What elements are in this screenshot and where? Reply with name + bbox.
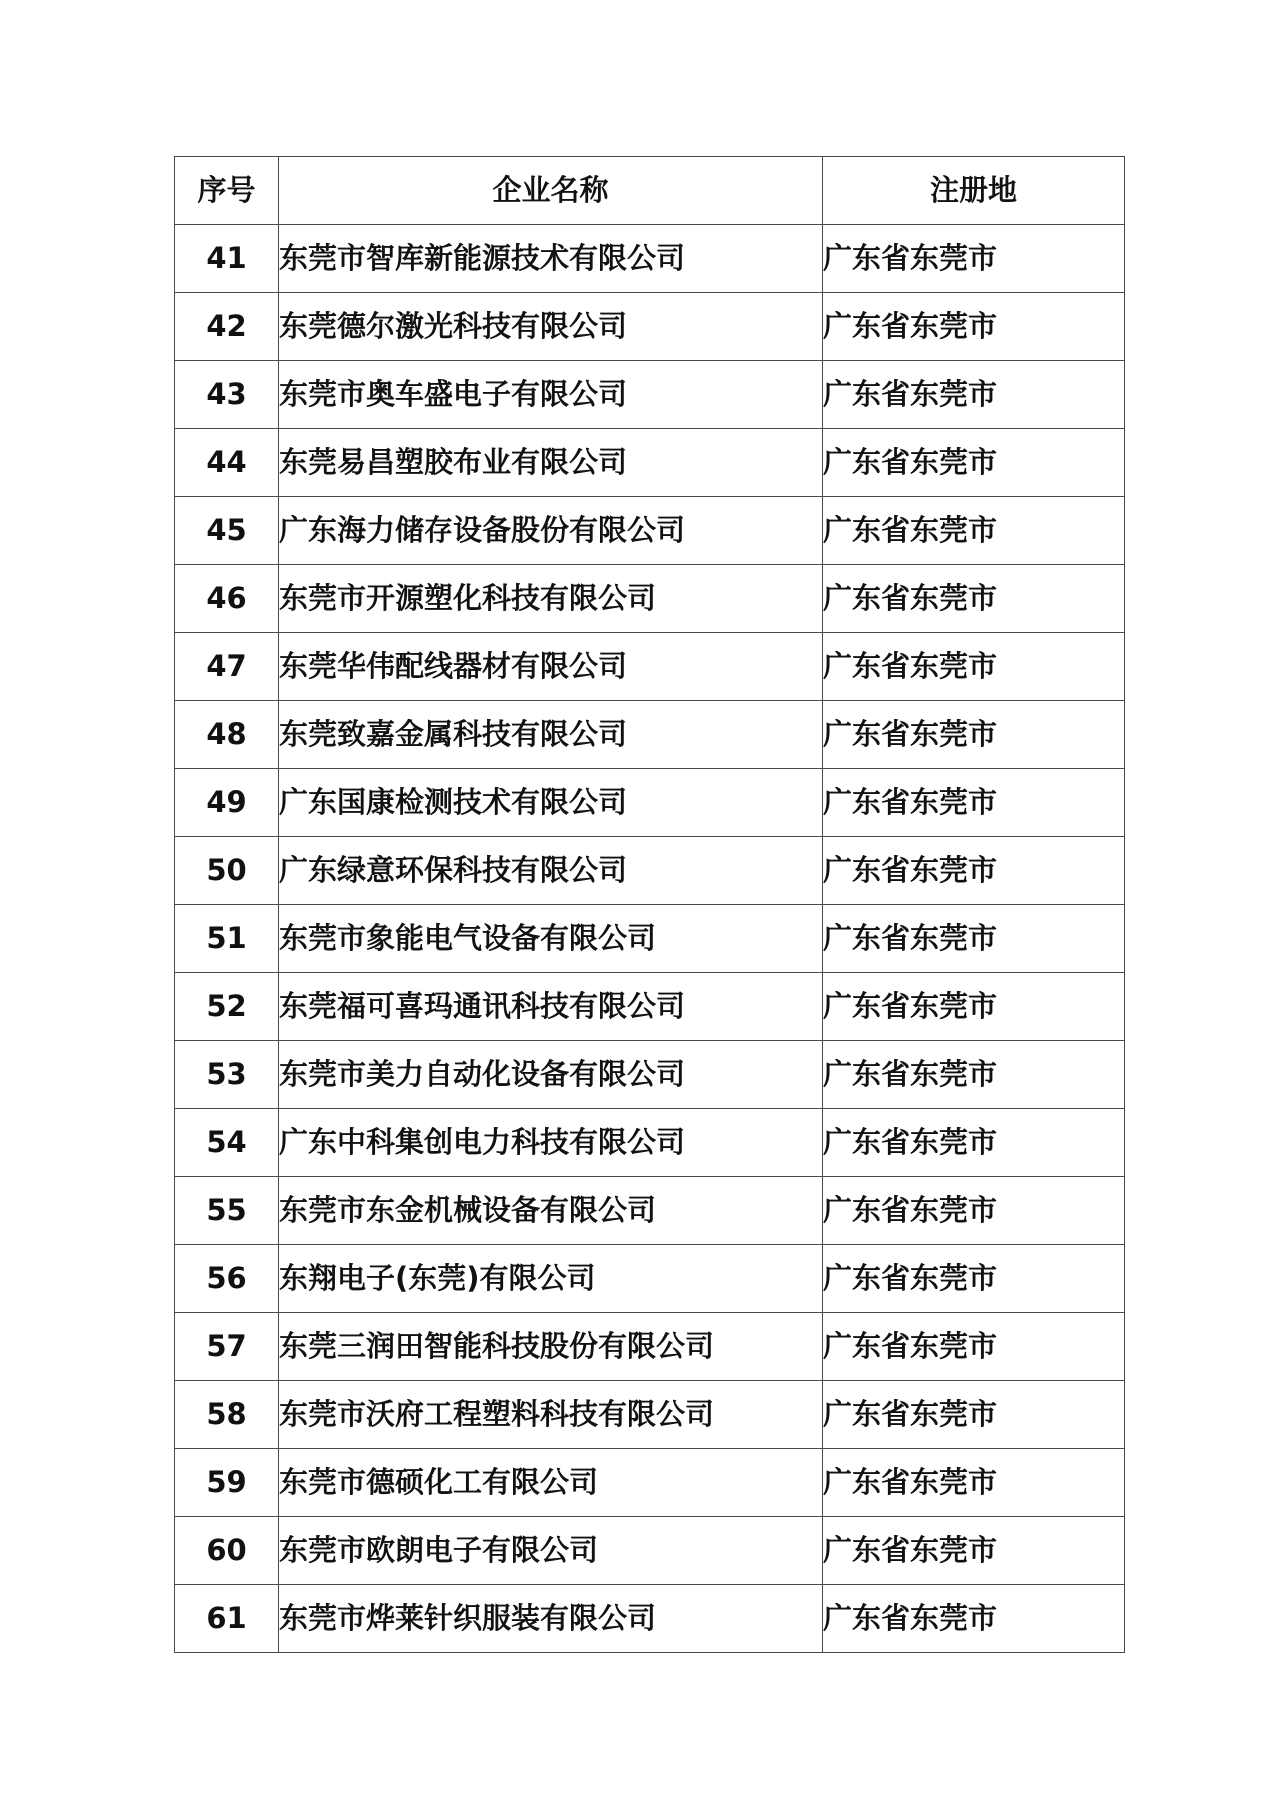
cell-registration-place: 广东省东莞市 <box>823 429 1125 497</box>
cell-registration-place: 广东省东莞市 <box>823 1517 1125 1585</box>
table-row <box>175 1381 1125 1449</box>
table-row <box>175 565 1125 633</box>
cell-enterprise-name: 东莞华伟配线器材有限公司 <box>279 633 823 701</box>
enterprise-table <box>174 156 1125 1653</box>
cell-enterprise-name: 东莞市东金机械设备有限公司 <box>279 1177 823 1245</box>
cell-enterprise-name: 广东国康检测技术有限公司 <box>279 769 823 837</box>
table-header <box>175 157 1125 225</box>
cell-serial-number: 43 <box>175 361 279 429</box>
cell-enterprise-name: 东莞市美力自动化设备有限公司 <box>279 1041 823 1109</box>
table-row <box>175 1517 1125 1585</box>
cell-serial-number: 59 <box>175 1449 279 1517</box>
table-row <box>175 701 1125 769</box>
table-row <box>175 837 1125 905</box>
cell-registration-place: 广东省东莞市 <box>823 1245 1125 1313</box>
table-row <box>175 1313 1125 1381</box>
cell-registration-place: 广东省东莞市 <box>823 769 1125 837</box>
table-row <box>175 769 1125 837</box>
cell-registration-place: 广东省东莞市 <box>823 1109 1125 1177</box>
cell-registration-place: 广东省东莞市 <box>823 633 1125 701</box>
cell-serial-number: 60 <box>175 1517 279 1585</box>
cell-serial-number: 45 <box>175 497 279 565</box>
cell-enterprise-name: 东莞福可喜玛通讯科技有限公司 <box>279 973 823 1041</box>
cell-registration-place: 广东省东莞市 <box>823 1585 1125 1653</box>
cell-registration-place: 广东省东莞市 <box>823 1041 1125 1109</box>
cell-registration-place: 广东省东莞市 <box>823 361 1125 429</box>
table-row <box>175 1041 1125 1109</box>
cell-registration-place: 广东省东莞市 <box>823 1177 1125 1245</box>
cell-enterprise-name: 东莞市烨莱针织服装有限公司 <box>279 1585 823 1653</box>
cell-registration-place: 广东省东莞市 <box>823 1313 1125 1381</box>
header-enterprise-name: 企业名称 <box>279 157 823 225</box>
table-row <box>175 905 1125 973</box>
cell-serial-number: 48 <box>175 701 279 769</box>
cell-enterprise-name: 东莞市象能电气设备有限公司 <box>279 905 823 973</box>
cell-serial-number: 46 <box>175 565 279 633</box>
cell-enterprise-name: 广东绿意环保科技有限公司 <box>279 837 823 905</box>
cell-serial-number: 42 <box>175 293 279 361</box>
cell-registration-place: 广东省东莞市 <box>823 837 1125 905</box>
header-registration-place: 注册地 <box>823 157 1125 225</box>
table-row <box>175 429 1125 497</box>
cell-registration-place: 广东省东莞市 <box>823 1449 1125 1517</box>
cell-serial-number: 52 <box>175 973 279 1041</box>
cell-serial-number: 56 <box>175 1245 279 1313</box>
cell-enterprise-name: 东莞三润田智能科技股份有限公司 <box>279 1313 823 1381</box>
table-row <box>175 633 1125 701</box>
cell-enterprise-name: 东莞易昌塑胶布业有限公司 <box>279 429 823 497</box>
cell-registration-place: 广东省东莞市 <box>823 701 1125 769</box>
cell-enterprise-name: 东翔电子(东莞)有限公司 <box>279 1245 823 1313</box>
cell-registration-place: 广东省东莞市 <box>823 905 1125 973</box>
cell-enterprise-name: 东莞德尔激光科技有限公司 <box>279 293 823 361</box>
cell-enterprise-name: 东莞市欧朗电子有限公司 <box>279 1517 823 1585</box>
cell-registration-place: 广东省东莞市 <box>823 565 1125 633</box>
cell-registration-place: 广东省东莞市 <box>823 497 1125 565</box>
table-body <box>175 225 1125 1653</box>
cell-serial-number: 47 <box>175 633 279 701</box>
table-row <box>175 1585 1125 1653</box>
cell-serial-number: 49 <box>175 769 279 837</box>
cell-enterprise-name: 广东中科集创电力科技有限公司 <box>279 1109 823 1177</box>
table-row <box>175 293 1125 361</box>
header-row <box>175 157 1125 225</box>
cell-enterprise-name: 东莞市智库新能源技术有限公司 <box>279 225 823 293</box>
cell-enterprise-name: 东莞市沃府工程塑料科技有限公司 <box>279 1381 823 1449</box>
cell-enterprise-name: 东莞致嘉金属科技有限公司 <box>279 701 823 769</box>
cell-enterprise-name: 东莞市奥车盛电子有限公司 <box>279 361 823 429</box>
cell-registration-place: 广东省东莞市 <box>823 1381 1125 1449</box>
table-row <box>175 361 1125 429</box>
header-serial-number: 序号 <box>175 157 279 225</box>
cell-serial-number: 51 <box>175 905 279 973</box>
table-row <box>175 1449 1125 1517</box>
cell-enterprise-name: 广东海力储存设备股份有限公司 <box>279 497 823 565</box>
table-row <box>175 225 1125 293</box>
table-row <box>175 1245 1125 1313</box>
cell-registration-place: 广东省东莞市 <box>823 225 1125 293</box>
cell-enterprise-name: 东莞市开源塑化科技有限公司 <box>279 565 823 633</box>
cell-registration-place: 广东省东莞市 <box>823 293 1125 361</box>
cell-serial-number: 57 <box>175 1313 279 1381</box>
table-row <box>175 1109 1125 1177</box>
cell-serial-number: 53 <box>175 1041 279 1109</box>
cell-serial-number: 55 <box>175 1177 279 1245</box>
table-row <box>175 497 1125 565</box>
cell-registration-place: 广东省东莞市 <box>823 973 1125 1041</box>
cell-serial-number: 41 <box>175 225 279 293</box>
cell-serial-number: 58 <box>175 1381 279 1449</box>
cell-serial-number: 50 <box>175 837 279 905</box>
cell-serial-number: 61 <box>175 1585 279 1653</box>
cell-serial-number: 54 <box>175 1109 279 1177</box>
table-row <box>175 973 1125 1041</box>
cell-enterprise-name: 东莞市德硕化工有限公司 <box>279 1449 823 1517</box>
cell-serial-number: 44 <box>175 429 279 497</box>
table-row <box>175 1177 1125 1245</box>
